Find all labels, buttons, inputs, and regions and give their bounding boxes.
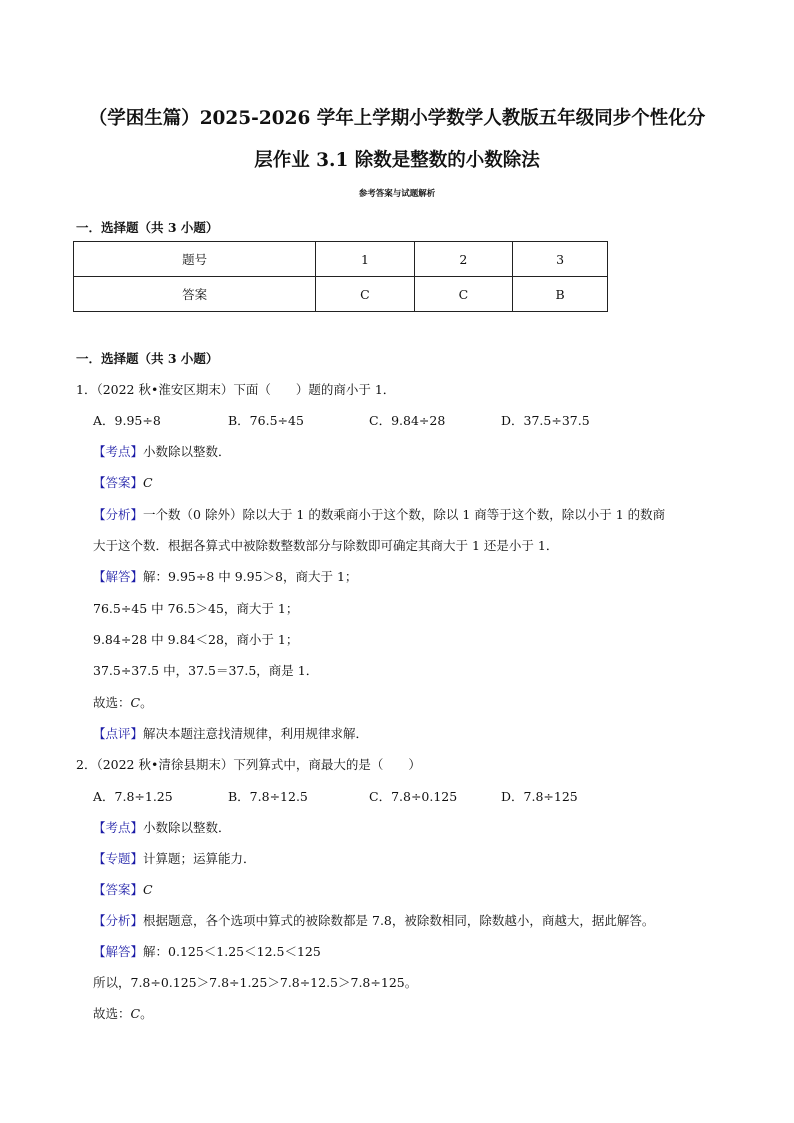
dianping-tag: 【点评】 bbox=[93, 726, 144, 741]
answer-table bbox=[73, 241, 608, 312]
guxuan-end: 。 bbox=[140, 695, 153, 710]
option-c: C．9.84÷28 bbox=[369, 413, 446, 428]
table-row bbox=[74, 242, 608, 277]
jieda-line-4: 37.5÷37.5 中，37.5＝37.5，商是 1． bbox=[93, 663, 319, 678]
answer-cell: B bbox=[513, 277, 608, 312]
fenxi-tag: 【分析】 bbox=[93, 913, 144, 928]
guxuan-end: 。 bbox=[140, 1006, 153, 1021]
guxuan-label: 故选： bbox=[93, 695, 131, 710]
dianping-line bbox=[93, 724, 368, 742]
fenxi-text: 一个数（0 除外）除以大于 1 的数乘商小于这个数，除以 1 商等于这个数，除以小于 1 的数商 bbox=[143, 507, 666, 522]
guxuan-answer: C bbox=[130, 695, 141, 710]
jieda-text: 解：0.125＜1.25＜12.5＜125 bbox=[143, 944, 321, 959]
fenxi-line-2: 大于这个数．根据各算式中被除数整数部分与除数即可确定其商大于 1 还是小于 1． bbox=[93, 538, 559, 553]
daan-line bbox=[93, 880, 153, 898]
jieda-line-2: 76.5÷45 中 76.5＞45，商大于 1； bbox=[93, 601, 299, 616]
daan-tag: 【答案】 bbox=[93, 475, 144, 490]
guxuan-answer: C bbox=[130, 1006, 141, 1021]
option-b: B．76.5÷45 bbox=[228, 413, 304, 428]
question-1-options bbox=[93, 411, 733, 429]
kaodian-line bbox=[93, 442, 231, 460]
guxuan-label: 故选： bbox=[93, 1006, 131, 1021]
jieda-line-3: 9.84÷28 中 9.84＜28，商小于 1； bbox=[93, 632, 299, 647]
kaodian-tag: 【考点】 bbox=[93, 820, 144, 835]
jieda-tag: 【解答】 bbox=[93, 944, 144, 959]
zhuanti-line bbox=[93, 849, 256, 867]
question-number-cell: 2 bbox=[414, 242, 512, 277]
kaodian-text: 小数除以整数． bbox=[143, 444, 231, 459]
kaodian-tag: 【考点】 bbox=[93, 444, 144, 459]
daan-tag: 【答案】 bbox=[93, 882, 144, 897]
zhuanti-text: 计算题；运算能力． bbox=[143, 851, 256, 866]
table-row-label: 题号 bbox=[74, 242, 316, 277]
answer-section-heading: 一．选择题（共 3 小题） bbox=[76, 220, 219, 235]
fenxi-tag: 【分析】 bbox=[93, 507, 144, 522]
question-number-cell: 1 bbox=[316, 242, 414, 277]
kaodian-line bbox=[93, 818, 231, 836]
option-b: B．7.8÷12.5 bbox=[228, 789, 308, 804]
jieda-line bbox=[93, 567, 357, 585]
solutions-section-heading: 一．选择题（共 3 小题） bbox=[76, 351, 219, 366]
option-d: D．7.8÷125 bbox=[501, 789, 578, 804]
answer-cell: C bbox=[414, 277, 512, 312]
guxuan-line bbox=[93, 693, 153, 711]
answer-cell: C bbox=[316, 277, 414, 312]
option-d: D．37.5÷37.5 bbox=[501, 413, 590, 428]
question-number-cell: 3 bbox=[513, 242, 608, 277]
dianping-text: 解决本题注意找清规律，利用规律求解． bbox=[143, 726, 369, 741]
daan-text: C bbox=[143, 882, 153, 897]
jieda-tag: 【解答】 bbox=[93, 569, 144, 584]
jieda-line-2: 所以，7.8÷0.125＞7.8÷1.25＞7.8÷12.5＞7.8÷125。 bbox=[93, 975, 418, 990]
jieda-text: 解：9.95÷8 中 9.95＞8，商大于 1； bbox=[143, 569, 358, 584]
daan-line bbox=[93, 473, 153, 491]
fenxi-line bbox=[93, 505, 665, 523]
fenxi-line bbox=[93, 911, 654, 929]
daan-text: C bbox=[143, 475, 153, 490]
option-c: C．7.8÷0.125 bbox=[369, 789, 458, 804]
kaodian-text: 小数除以整数． bbox=[143, 820, 231, 835]
fenxi-text: 根据题意，各个选项中算式的被除数都是 7.8，被除数相同，除数越小，商越大，据此解答。 bbox=[143, 913, 655, 928]
table-row bbox=[74, 277, 608, 312]
option-a: A．9.95÷8 bbox=[93, 413, 161, 428]
document-title-line-1: （学困生篇）2025-2026 学年上学期小学数学人教版五年级同步个性化分 bbox=[88, 108, 706, 129]
question-2-options bbox=[93, 787, 733, 805]
document-subtitle: 参考答案与试题解析 bbox=[358, 189, 436, 199]
zhuanti-tag: 【专题】 bbox=[93, 851, 144, 866]
question-1-stem: 1．（2022 秋•淮安区期末）下面（ ）题的商小于 1． bbox=[76, 382, 396, 397]
option-a: A．7.8÷1.25 bbox=[93, 789, 173, 804]
document-title-line-2: 层作业 3.1 除数是整数的小数除法 bbox=[254, 150, 540, 171]
jieda-line bbox=[93, 942, 321, 960]
question-2-stem: 2．（2022 秋•清徐县期末）下列算式中，商最大的是（ ） bbox=[76, 757, 421, 772]
guxuan-line bbox=[93, 1004, 153, 1022]
table-row-label: 答案 bbox=[74, 277, 316, 312]
